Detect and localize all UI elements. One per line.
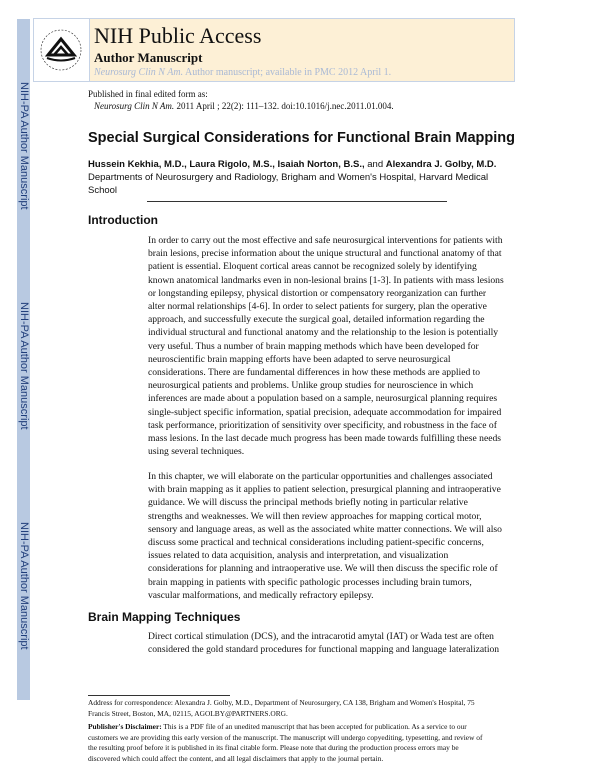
section-heading: Introduction [88, 213, 158, 227]
footnote-line: discovered which could affect the content, and all legal disclaimers that apply to the journal pertain. [88, 753, 384, 763]
affiliation: School [88, 185, 118, 196]
authors-and: and [364, 159, 386, 170]
footnote-line: the resulting proof before it is published in its final citable form. Please note that during the production process errors may be [88, 743, 459, 752]
text-line: patient is essential. Eloquent cortical areas cannot be recognized solely by identifying [148, 261, 477, 273]
text-line: mass lesions. In the last decade much progress has been made towards fulfilling these needs [148, 433, 502, 445]
header-availability [94, 67, 391, 79]
footnote-line: customers we are providing this early version of the manuscript. The manuscript will undergo copyediting, typesetting, and review of [88, 732, 483, 742]
sidebar-label: NIH-PA Author Manuscript [18, 82, 30, 210]
text-line: considerations for planning and intraoperative use. We will then discuss the specific role of [148, 563, 498, 575]
text-line: considerations. There are fundamental differences in how these methods are applied to [148, 367, 481, 379]
text-line: strengths and weaknesses. We will then review approaches for mapping cortical motor, [148, 510, 482, 522]
sidebar-label: NIH-PA Author Manuscript [18, 522, 30, 650]
availability-text: Author manuscript; available in PMC 2012 April 1. [183, 67, 392, 78]
text-line: considered the gold standard procedures for functional mapping and language lateralization [148, 644, 500, 656]
text-line: neurosurgical patients and problems. Unlike group studies for neuroscience in which [148, 380, 474, 392]
text-line: discuss some practical and technical considerations including patient-specific concerns, [148, 537, 484, 549]
text-line: brain mapping in patients with specific pathologic processes including brain tumors, [148, 576, 472, 588]
text-line: task performance, prioritization of sensitivity over specificity, and robustness in the face of [148, 419, 497, 431]
author-block [88, 158, 496, 197]
text-line: using several techniques. [148, 446, 245, 458]
section-heading: Brain Mapping Techniques [88, 610, 241, 624]
disclaimer-label: Publisher's Disclaimer: [88, 722, 162, 731]
journal-name: Neurosurg Clin N Am. [94, 67, 184, 78]
affiliation: Departments of Neurosurgery and Radiology, Brigham and Women's Hospital, Harvard Medical [88, 172, 489, 183]
footnote-line: Francis Street, Boston, MA, 02115, AGOLBY@PARTNERS.ORG. [88, 708, 288, 718]
author-last: Alexandra J. Golby, M.D. [385, 159, 497, 170]
text-line: In order to carry out the most effective and safe neurosurgical interventions for patients with [148, 235, 503, 246]
text-line: vascular malformations, and medically refractory epilepsy. [148, 589, 374, 601]
nih-logo [34, 19, 90, 81]
text-line: with brain mapping as it applies to patient selection, presurgical planning and intraoperative [148, 484, 501, 496]
text-line: Direct cortical stimulation (DCS), and the intracarotid amytal (IAT) or Wada test are often [148, 631, 494, 642]
published-label: Published in final edited form as: [88, 89, 208, 99]
sidebar-label: NIH-PA Author Manuscript [18, 302, 30, 430]
authors: Hussein Kekhia, M.D., Laura Rigolo, M.S., Isaiah Norton, B.S., [88, 159, 365, 170]
divider [147, 201, 447, 202]
citation [88, 100, 394, 112]
publication-info [88, 88, 394, 112]
text-line: neuroscientific brain mapping efforts have been adapted to serve neurosurgical [148, 353, 451, 365]
header-title: NIH Public Access [94, 23, 262, 48]
footnote-line: This is a PDF file of an unedited manuscript that has been accepted for publication. As a service to our [161, 722, 467, 731]
footnote-divider [88, 695, 230, 696]
text-line: individual structural and functional anatomy and the relationship to the lesion is potentially [148, 327, 499, 339]
text-line: single-subject specific information, spatial precision, adequate accommodation for impaired [148, 406, 502, 418]
nih-seal-icon [34, 19, 89, 81]
header-subtitle: Author Manuscript [94, 50, 203, 65]
journal-name: Neurosurg Clin N Am. [94, 101, 175, 111]
text-line: very useful. Thus a number of brain mapping methods which have been developed for [148, 340, 479, 352]
paragraph [148, 234, 504, 458]
text-line: issues related to data acquisition, analysis and interpretation, and visualization [148, 550, 449, 562]
paragraph [148, 470, 502, 602]
text-line: In this chapter, we will elaborate on the particular opportunities and challenges associated [148, 471, 493, 482]
text-line: or longstanding epilepsy, physical distortion or compensatory reorganization can further [148, 287, 487, 299]
article-title: Special Surgical Considerations for Functional Brain Mapping [88, 130, 515, 146]
footnote-line: Address for correspondence: Alexandra J. Golby, M.D., Department of Neurosurgery, CA 138, Brigham and Women's Hospital, 75 [88, 698, 475, 707]
text-line: sensory and language areas, as well as the associated white matter connections. We will also [148, 523, 502, 535]
text-line: inferences are made about a population based on a sample, neurosurgical planning requires [148, 393, 498, 405]
text-line: known anatomical landmarks even in non-lesional brains [1-3]. In patients with mass lesions [148, 274, 504, 286]
publisher-disclaimer [88, 722, 482, 764]
text-line: alter normal relationships [4-6]. In order to select patients for surgery, plan the operative [148, 301, 487, 313]
correspondence-footnote [88, 698, 475, 719]
text-line: approach, and successfully execute the surgical goal, detailed information regarding the [148, 314, 485, 326]
text-line: guidance. We will discuss the principal methods briefly noting in particular relative [148, 497, 468, 509]
text-line: brain lesions, precise information about the unique structural and functional anatomy of that [148, 248, 502, 260]
paragraph [148, 630, 499, 656]
citation-text: 2011 April ; 22(2): 111–132. doi:10.1016/j.nec.2011.01.004. [174, 101, 394, 111]
nih-header-banner [33, 18, 515, 82]
